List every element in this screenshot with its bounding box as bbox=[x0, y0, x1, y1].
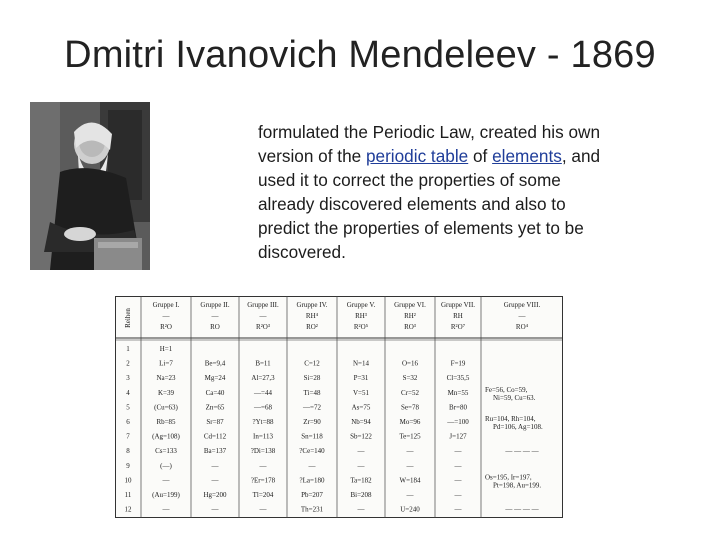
element-cell: ?Ce=140 bbox=[299, 447, 325, 456]
element-cell: — bbox=[454, 505, 462, 514]
element-cell: Te=125 bbox=[399, 432, 421, 441]
element-cell: F=19 bbox=[450, 359, 466, 368]
element-cell: — bbox=[406, 447, 414, 456]
element-cell: —=100 bbox=[447, 418, 469, 426]
element-cell: Na=23 bbox=[156, 374, 176, 383]
row-number: 3 bbox=[126, 374, 130, 383]
group-header-name: Gruppe VI. bbox=[394, 301, 426, 309]
element-cell: — bbox=[162, 505, 170, 514]
element-cell: ?Di=138 bbox=[250, 447, 276, 456]
element-cell: C=12 bbox=[304, 359, 320, 368]
element-cell: Mg=24 bbox=[204, 374, 226, 383]
element-cell: Ba=137 bbox=[203, 447, 227, 456]
body-text bbox=[258, 120, 608, 264]
group-header-name: Gruppe VII. bbox=[440, 301, 476, 309]
group-header-name: Gruppe III. bbox=[247, 301, 279, 309]
group-header-hydride: RH⁴ bbox=[305, 312, 319, 320]
element-cell: — — — — bbox=[505, 505, 539, 514]
row-number: 2 bbox=[126, 359, 130, 368]
element-cell: Rb=85 bbox=[156, 418, 176, 426]
element-cell: —=44 bbox=[254, 388, 272, 397]
element-cell: U=240 bbox=[400, 505, 420, 514]
group-header-name: Gruppe VIII. bbox=[503, 301, 541, 309]
element-cell: — bbox=[162, 476, 170, 485]
element-cell: O=16 bbox=[401, 359, 419, 368]
group-header-oxide: RO² bbox=[306, 323, 318, 331]
group-header-name: Gruppe II. bbox=[200, 301, 230, 309]
element-cell: — bbox=[406, 491, 414, 499]
element-cell: ?Yt=88 bbox=[252, 418, 274, 426]
group-header-hydride: — bbox=[518, 312, 526, 320]
group-header-name: Gruppe V. bbox=[346, 301, 376, 309]
element-cell: B=11 bbox=[255, 359, 271, 368]
element-cell: — bbox=[259, 505, 267, 514]
element-cell: —=72 bbox=[303, 403, 321, 412]
element-cell: — bbox=[259, 461, 267, 470]
element-cell: Mo=96 bbox=[399, 418, 421, 426]
element-cell: (Cu=63) bbox=[154, 403, 178, 412]
element-cell: S=32 bbox=[402, 374, 418, 383]
element-cell: — bbox=[308, 461, 316, 470]
group-header-oxide: R²O³ bbox=[256, 323, 270, 331]
element-cell: Pt=198, Au=199. bbox=[493, 481, 542, 490]
element-cell: — bbox=[454, 491, 462, 499]
element-cell: Os=195, Ir=197, bbox=[485, 473, 532, 482]
element-cell: ?Er=178 bbox=[250, 476, 276, 485]
element-cell: Sr=87 bbox=[206, 418, 224, 426]
element-cell: Ni=59, Cu=63. bbox=[493, 393, 536, 402]
element-cell: — bbox=[357, 461, 365, 470]
element-cell: K=39 bbox=[157, 388, 175, 397]
element-cell: — bbox=[454, 447, 462, 456]
element-cell: Cl=35,5 bbox=[446, 374, 470, 383]
element-cell: Cd=112 bbox=[203, 432, 227, 441]
group-header-oxide: R²O⁷ bbox=[450, 323, 466, 331]
element-cell: Pb=207 bbox=[301, 491, 323, 499]
row-number: 10 bbox=[124, 476, 132, 485]
element-cell: In=113 bbox=[252, 432, 274, 441]
body-text-part: of bbox=[468, 146, 493, 166]
element-cell: (—) bbox=[160, 461, 172, 470]
group-header-name: Gruppe I. bbox=[152, 301, 180, 309]
element-cell: Ru=104, Rh=104, bbox=[485, 415, 536, 423]
element-cell: As=75 bbox=[351, 403, 371, 412]
row-number: 11 bbox=[124, 491, 132, 499]
row-number: 5 bbox=[126, 403, 130, 412]
element-cell: Al=27,3 bbox=[251, 374, 275, 383]
element-cell: Sb=122 bbox=[350, 432, 372, 441]
element-cell: W=184 bbox=[399, 476, 421, 485]
element-cell: Mn=55 bbox=[447, 388, 469, 397]
element-cell: Ti=48 bbox=[303, 388, 321, 397]
element-cell: Cs=133 bbox=[155, 447, 177, 456]
group-header-oxide: R²O bbox=[160, 323, 172, 331]
group-header-hydride: RH bbox=[453, 312, 463, 320]
element-cell: Hg=200 bbox=[203, 491, 227, 499]
element-cell: — bbox=[211, 476, 219, 485]
row-number: 4 bbox=[126, 388, 130, 397]
element-cell: Br=80 bbox=[449, 403, 467, 412]
element-cell: — bbox=[357, 505, 365, 514]
element-cell: Li=7 bbox=[159, 359, 173, 368]
element-cell: (Ag=108) bbox=[152, 432, 180, 441]
element-cell: Pd=106, Ag=108. bbox=[493, 423, 543, 431]
element-cell: Zr=90 bbox=[303, 418, 321, 426]
element-cell: Sn=118 bbox=[301, 432, 323, 441]
group-header-name: Gruppe IV. bbox=[296, 301, 328, 309]
mendeleev-periodic-table bbox=[115, 296, 563, 518]
row-number: 7 bbox=[126, 432, 130, 441]
element-cell: — bbox=[454, 476, 462, 485]
element-cell: J=127 bbox=[449, 432, 467, 441]
element-cell: N=14 bbox=[352, 359, 370, 368]
element-cell: Si=28 bbox=[303, 374, 321, 383]
element-cell: Ca=40 bbox=[205, 388, 225, 397]
element-cell: V=51 bbox=[352, 388, 370, 397]
periodic-table-link[interactable]: periodic table bbox=[365, 146, 469, 166]
element-cell: — bbox=[406, 461, 414, 470]
element-cell: Ta=182 bbox=[350, 476, 372, 485]
element-cell: Bi=208 bbox=[350, 491, 372, 499]
element-cell: — bbox=[454, 461, 462, 470]
element-cell: Fe=56, Co=59, bbox=[485, 385, 528, 394]
row-number: 8 bbox=[126, 447, 130, 456]
element-cell: Zn=65 bbox=[205, 403, 225, 412]
element-cell: Cr=52 bbox=[401, 388, 419, 397]
group-header-hydride: — bbox=[259, 312, 267, 320]
group-header-oxide: RO⁴ bbox=[515, 323, 529, 331]
group-header-oxide: RO³ bbox=[404, 323, 416, 331]
element-cell: P=31 bbox=[353, 374, 369, 383]
group-header-oxide: RO bbox=[210, 323, 220, 331]
group-header-hydride: RH³ bbox=[355, 312, 367, 320]
element-cell: (Au=199) bbox=[152, 491, 180, 499]
element-cell: Nb=94 bbox=[351, 418, 371, 426]
element-cell: Be=9,4 bbox=[204, 359, 226, 368]
row-number: 12 bbox=[124, 505, 132, 514]
element-cell: —=68 bbox=[254, 403, 272, 412]
row-number: 6 bbox=[126, 418, 130, 426]
row-number: 1 bbox=[126, 345, 130, 353]
row-header-label: Reihen bbox=[124, 308, 132, 328]
group-header-oxide: R²O⁵ bbox=[353, 323, 369, 331]
group-header-hydride: — bbox=[162, 312, 170, 320]
element-cell: Tl=204 bbox=[252, 491, 274, 499]
mendeleev-portrait bbox=[30, 102, 150, 270]
element-cell: — bbox=[211, 461, 219, 470]
element-cell: — bbox=[357, 447, 365, 456]
slide-title: Dmitri Ivanovich Mendeleev - 1869 bbox=[64, 34, 656, 76]
element-cell: — bbox=[211, 505, 219, 514]
row-number: 9 bbox=[126, 461, 130, 470]
element-cell: Se=78 bbox=[401, 403, 419, 412]
elements-link[interactable]: elements bbox=[492, 146, 562, 166]
element-cell: ?La=180 bbox=[299, 476, 325, 485]
group-header-hydride: RH² bbox=[404, 312, 416, 320]
element-cell: — — — — bbox=[505, 447, 539, 456]
body-text-part: formulated the Periodic Law, created his own version of the bbox=[258, 122, 601, 166]
group-header-hydride: — bbox=[211, 312, 219, 320]
body-text-part: , and used it to correct the properties of some already discovered elements and also to predict the properties of elements yet to be discovered. bbox=[258, 146, 601, 262]
element-cell: Th=231 bbox=[300, 505, 324, 514]
element-cell: H=1 bbox=[159, 345, 173, 353]
